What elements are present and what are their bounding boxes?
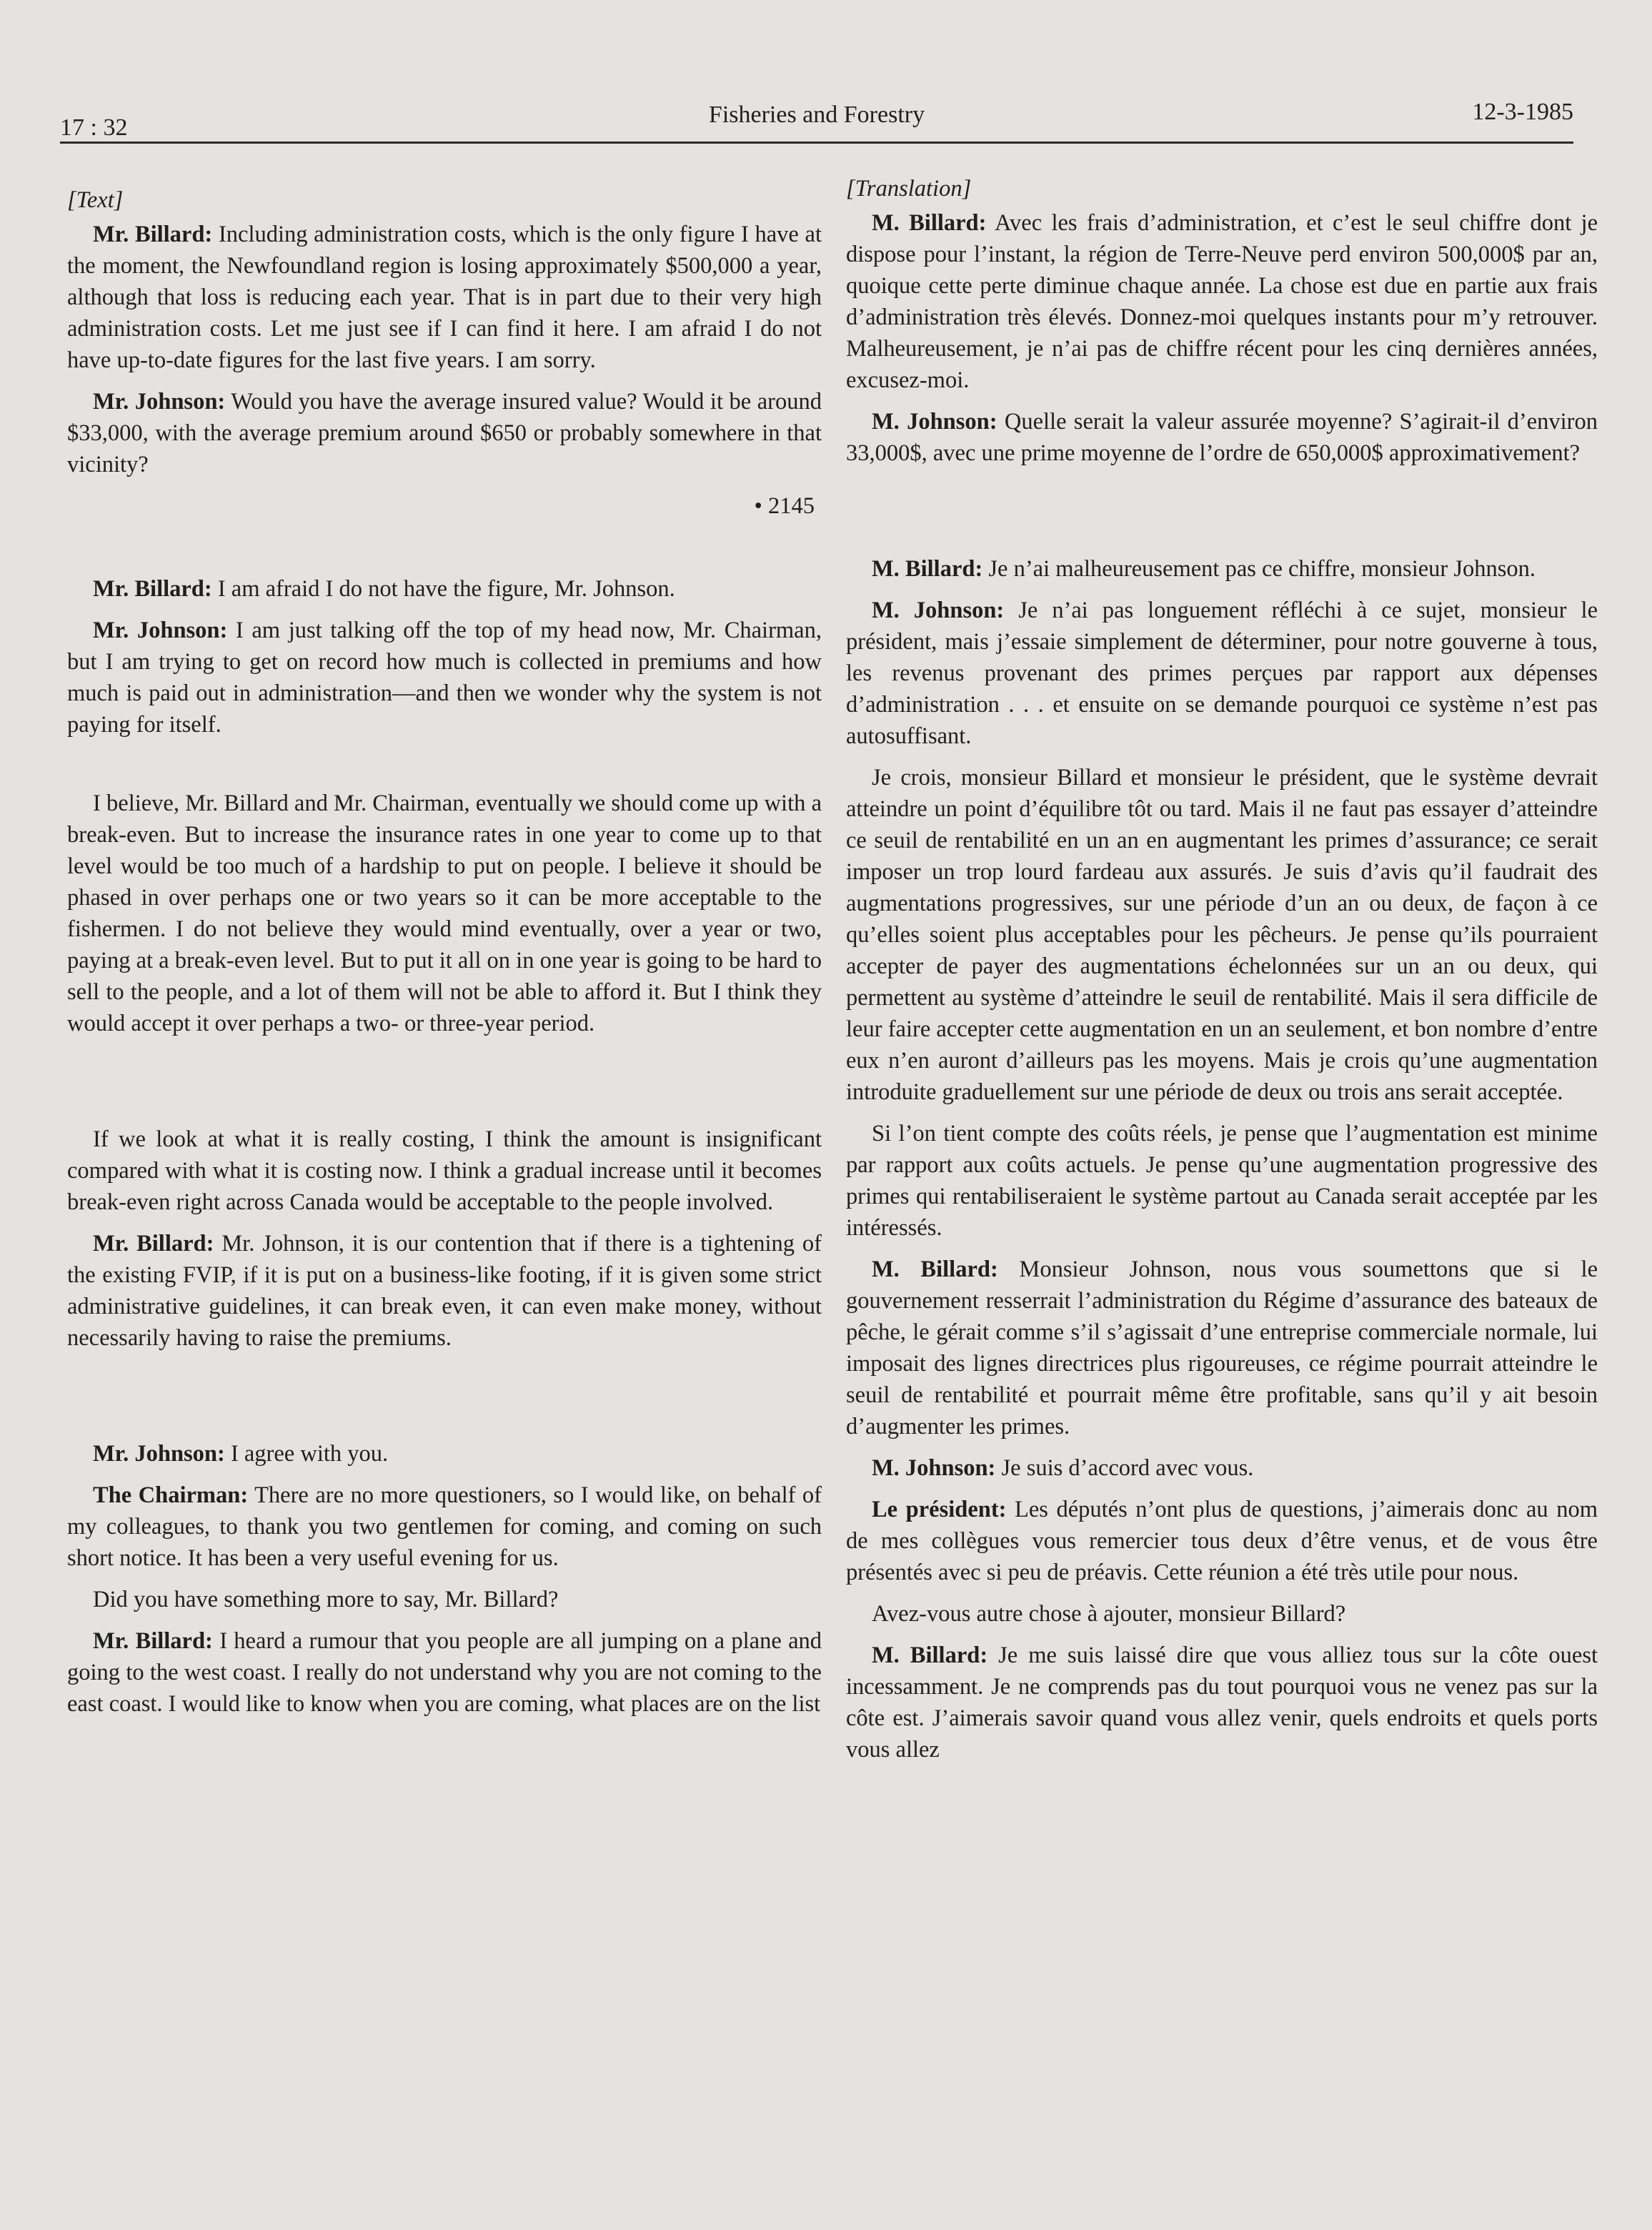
- speaker: Mr. Billard:: [93, 222, 213, 247]
- paragraph: [846, 207, 1598, 396]
- page-number: 17 : 32: [60, 114, 128, 141]
- paragraph: [846, 595, 1598, 752]
- speech-text: I heard a rumour that you people are all jumping on a plane and going to the west coast. I really do not understand why you are not coming to the east coast. I would like to know when you are coming, what places are on the list: [67, 1628, 822, 1717]
- meeting-date: 12-3-1985: [1472, 99, 1573, 125]
- running-title: Fisheries and Forestry: [708, 101, 925, 128]
- speaker: M. Johnson:: [872, 598, 1005, 623]
- paragraph: [67, 615, 822, 740]
- page-header: [60, 99, 1573, 144]
- english-column: [67, 184, 822, 1730]
- paragraph: [846, 1254, 1598, 1442]
- paragraph: Si l’on tient compte des coûts réels, je pense que l’augmentation est minime par rapport aux coûts actuels. Je pense qu’une augmentation progressive des primes qui rentabiliseraient le système partout au Canada serait acceptée par les intéressés.: [846, 1121, 1598, 1241]
- speaker: Mr. Billard:: [93, 1231, 214, 1257]
- paragraph: Did you have something more to say, Mr. Billard?: [93, 1587, 559, 1612]
- speaker: Mr. Johnson:: [93, 618, 228, 643]
- french-column: [846, 173, 1598, 1775]
- paragraph: [846, 406, 1598, 469]
- column-label: [Translation]: [846, 176, 972, 202]
- speech-text: I am afraid I do not have the figure, Mr. Johnson.: [212, 576, 675, 602]
- speech-text: Je n’ai malheureusement pas ce chiffre, monsieur Johnson.: [982, 556, 1536, 582]
- paragraph: [67, 219, 822, 376]
- paragraph: I believe, Mr. Billard and Mr. Chairman, eventually we should come up with a break-even. But to increase the insurance rates in one year to come up to that level would be too much of a hardship to put on people. I believe it should be phased in over perhaps one or two years so it can be more acceptable to the fishermen. I do not believe they would mind eventually, over a year or two, paying at a break-even level. But to put it all on in one year is going to be hard to sell to the people, and a lot of them will not be able to afford it. But I think they would accept it over perhaps a two- or three-year period.: [67, 791, 822, 1036]
- paragraph: [67, 573, 822, 605]
- speaker: M. Johnson:: [872, 1455, 996, 1481]
- speech-text: Je me suis laissé dire que vous alliez tous sur la côte ouest incessamment. Je ne comprends pas du tout pourquoi vous ne venez pas sur la côte est. J’aimerais savoir quand vous allez venir, quels endroits et quels ports vous allez: [846, 1642, 1598, 1763]
- speech-text: There are no more questioners, so I would like, on behalf of my colleagues, to thank you two gentlemen for coming, and coming on such short notice. It has been a very useful evening for us.: [67, 1482, 822, 1571]
- speech-text: Quelle serait la valeur assurée moyenne? S’agirait-il d’environ 33,000$, avec une prime moyenne de l’ordre de 650,000$ approximativement?: [846, 409, 1598, 466]
- speaker: Mr. Billard:: [93, 576, 212, 602]
- time-marker: • 2145: [754, 493, 815, 519]
- speech-text: Les députés n’ont plus de questions, j’aimerais donc au nom de mes collègues vous remercier tous deux d’être venus, et de vous être présentés avec si peu de préavis. Cette réunion a été très utile pour nous.: [846, 1497, 1598, 1585]
- paragraph: [846, 1640, 1598, 1765]
- paragraph: [846, 1452, 1598, 1484]
- paragraph: [67, 1438, 822, 1470]
- paragraph: [846, 553, 1598, 585]
- speech-text: I agree with you.: [224, 1441, 389, 1467]
- speaker: M. Billard:: [872, 1257, 998, 1282]
- speech-text: Including administration costs, which is the only figure I have at the moment, the Newfoundland region is losing approximately $500,000 a year, although that loss is reducing each year. That is in part due to their very high administration costs. Let me just see if I can find it here. I am afraid I do not have up-to-date figures for the last five years. I am sorry.: [67, 222, 822, 373]
- paragraph: [846, 1494, 1598, 1588]
- speech-text: Would you have the average insured value? Would it be around $33,000, with the average premium around $650 or probably somewhere in that vicinity?: [67, 389, 822, 477]
- paragraph: [67, 1625, 822, 1720]
- paragraph: Avez-vous autre chose à ajouter, monsieur Billard?: [872, 1601, 1346, 1627]
- speaker: Mr. Johnson:: [93, 389, 226, 415]
- speaker: M. Billard:: [872, 210, 987, 236]
- speaker: The Chairman:: [93, 1482, 249, 1508]
- paragraph: If we look at what it is really costing, I think the amount is insignificant compared with what it is costing now. I think a gradual increase until it becomes break-even right across Canada would be acceptable to the people involved.: [67, 1126, 822, 1215]
- speaker: M. Billard:: [872, 556, 983, 582]
- speech-text: I am just talking off the top of my head now, Mr. Chairman, but I am trying to get on record how much is collected in premiums and how much is paid out in administration—and then we wonder why the system is not paying for itself.: [67, 618, 822, 738]
- speaker: M. Johnson:: [872, 409, 997, 435]
- speech-text: Je suis d’accord avec vous.: [995, 1455, 1254, 1481]
- paragraph: [67, 1228, 822, 1354]
- speaker: M. Billard:: [872, 1642, 988, 1668]
- speaker: Mr. Billard:: [93, 1628, 213, 1654]
- paragraph: [67, 1480, 822, 1574]
- speech-text: Je n’ai pas longuement réfléchi à ce sujet, monsieur le président, mais j’essaie simplement de déterminer, pour notre gouverne à tous, les revenus provenant des primes perçues par rapport aux dépenses d’administration . . . et ensuite on se demande pourquoi ce système n’est pas autosuffisant.: [846, 598, 1598, 749]
- speech-text: Monsieur Johnson, nous vous soumettons que si le gouvernement resserrait l’administration du Régime d’assurance des bateaux de pêche, le gérait comme s’il s’agissait d’une entreprise commerciale normale, lui imposait des lignes directrices plus rigoureuses, ce régime pourrait atteindre le seuil de rentabilité et pourrait même être profitable, sans qu’il y ait besoin d’augmenter les primes.: [846, 1257, 1598, 1439]
- paragraph: [67, 386, 822, 480]
- speech-text: Avec les frais d’administration, et c’est le seul chiffre dont je dispose pour l’instant, la région de Terre-Neuve perd environ 500,000$ par an, quoique cette perte diminue chaque année. La chose est due en partie aux frais d’administration très élevés. Donnez-moi quelques instants pour m’y retrouver. Malheureusement, je n’ai pas de chiffre récent pour les cinq dernières années, excusez-moi.: [846, 210, 1598, 393]
- speaker: Mr. Johnson:: [93, 1441, 225, 1467]
- speaker: Le président:: [872, 1497, 1007, 1522]
- speech-text: Mr. Johnson, it is our contention that if there is a tightening of the existing FVIP, if it is put on a business-like footing, if it is given some strict administrative guidelines, it can break even, it can even make money, without necessarily having to raise the premiums.: [67, 1231, 822, 1351]
- column-label: [Text]: [67, 187, 124, 213]
- paragraph: Je crois, monsieur Billard et monsieur le président, que le système devrait atteindre un point d’équilibre tôt ou tard. Mais il ne faut pas essayer d’atteindre ce seuil de rentabilité en un an en augmentant les primes d’assurance; ce serait imposer un trop lourd fardeau aux assurés. Je suis d’avis qu’il faudrait des augmentations progressives, sur une période d’un an ou deux, de façon à ce qu’elles soient plus acceptables pour les pêcheurs. Je pense qu’ils pourraient accepter de payer des augmentations échelonnées sur un an ou deux, qui permettent au système d’atteindre le seuil de rentabilité. Mais il sera difficile de leur faire accepter cette augmentation en un an seulement, et bon nombre d’entre eux n’en auront d’ailleurs pas les moyens. Mais je crois qu’une augmentation introduite graduellement sur une période de deux ou trois ans serait acceptée.: [846, 765, 1598, 1105]
